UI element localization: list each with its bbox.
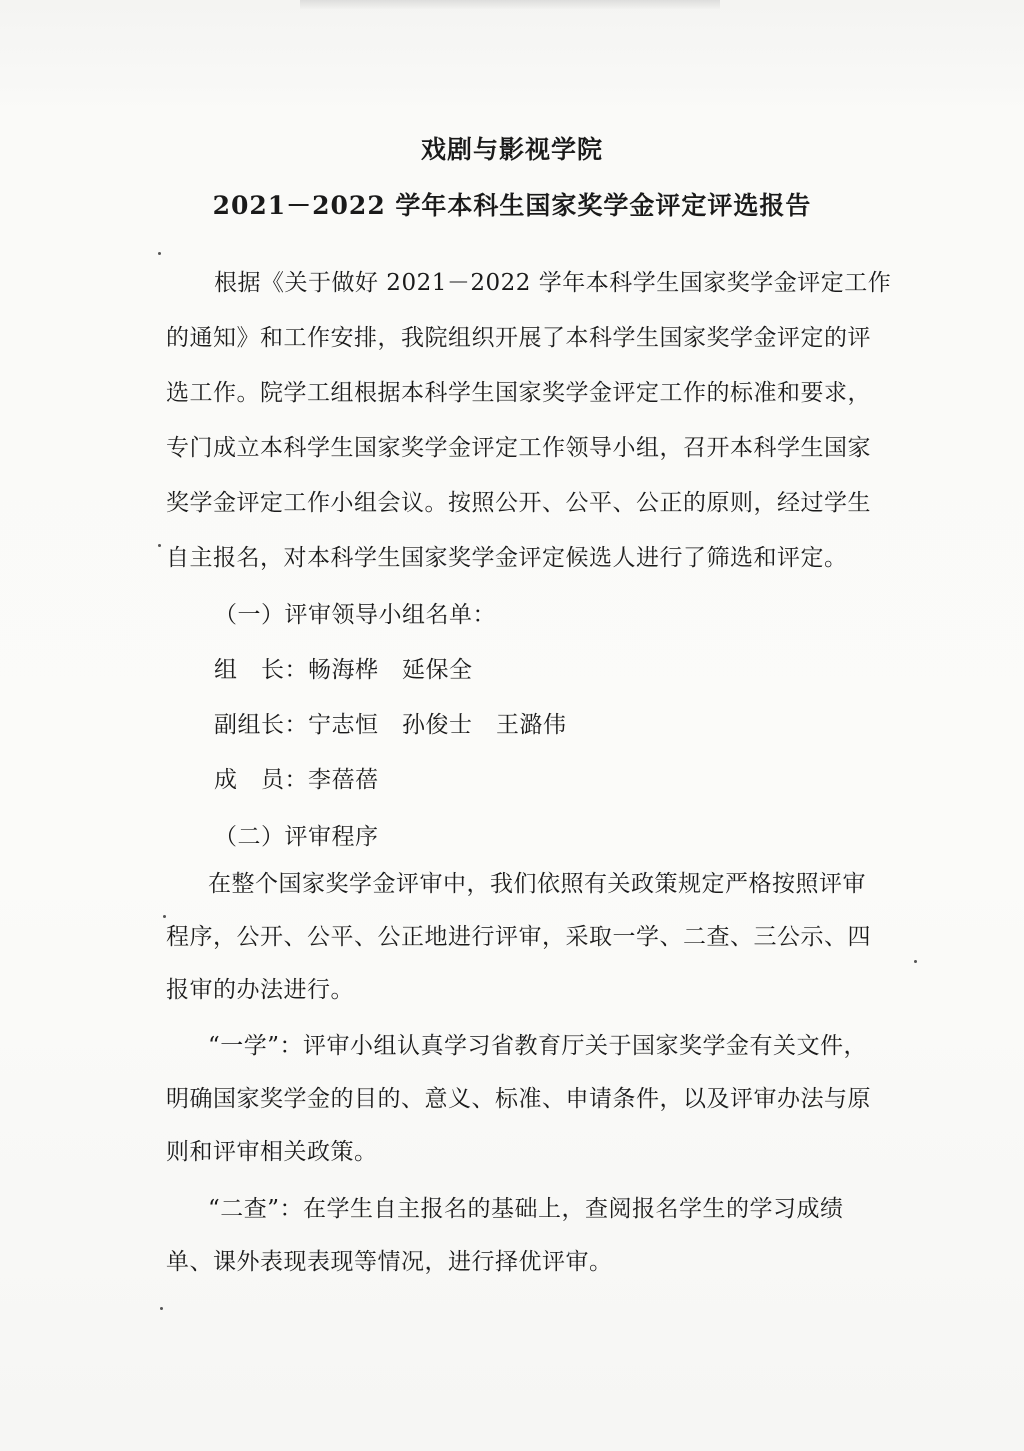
committee-leader: 组 长：畅海桦 延保全	[214, 657, 473, 683]
paragraph-line: “二查”：在学生自主报名的基础上，查阅报名学生的学习成绩	[208, 1196, 844, 1222]
document-title-report: 2021－2022 学年本科生国家奖学金评定评选报告	[212, 191, 812, 220]
paragraph-line: 的通知》和工作安排，我院组织开展了本科学生国家奖学金评定的评	[166, 325, 871, 351]
paragraph-line: 单、课外表现表现等情况，进行择优评审。	[166, 1249, 613, 1275]
scan-speck	[158, 544, 161, 547]
paragraph-line: 选工作。院学工组根据本科学生国家奖学金评定工作的标准和要求，	[166, 380, 871, 406]
paragraph-line: 专门成立本科学生国家奖学金评定工作领导小组，召开本科学生国家	[166, 435, 871, 461]
committee-deputy: 副组长：宁志恒 孙俊士 王潞伟	[214, 712, 567, 738]
paragraph-line: 在整个国家奖学金评审中，我们依照有关政策规定严格按照评审	[208, 871, 866, 897]
scan-speck	[163, 915, 166, 918]
paragraph-line: 根据《关于做好 2021－2022 学年本科学生国家奖学金评定工作	[214, 270, 892, 296]
paragraph-line: 报审的办法进行。	[166, 977, 354, 1003]
paragraph-line: 自主报名，对本科学生国家奖学金评定候选人进行了筛选和评定。	[166, 545, 848, 571]
paragraph-line: 程序，公开、公平、公正地进行评审，采取一学、二查、三公示、四	[166, 924, 871, 950]
paragraph-line: “一学”：评审小组认真学习省教育厅关于国家奖学金有关文件，	[208, 1033, 868, 1059]
scan-shadow	[300, 0, 720, 10]
scan-speck	[158, 252, 161, 255]
scan-speck	[914, 960, 917, 963]
paragraph-line: 则和评审相关政策。	[166, 1139, 378, 1165]
paragraph-line: 明确国家奖学金的目的、意义、标准、申请条件，以及评审办法与原	[166, 1086, 871, 1112]
scan-speck	[160, 1307, 163, 1310]
section-heading-committee: （一）评审领导小组名单：	[214, 602, 496, 628]
committee-member: 成 员：李蓓蓓	[214, 767, 379, 793]
document-title-institution: 戏剧与影视学院	[420, 135, 603, 164]
paragraph-line: 奖学金评定工作小组会议。按照公开、公平、公正的原则，经过学生	[166, 490, 871, 516]
section-heading-procedure: （二）评审程序	[214, 824, 379, 850]
